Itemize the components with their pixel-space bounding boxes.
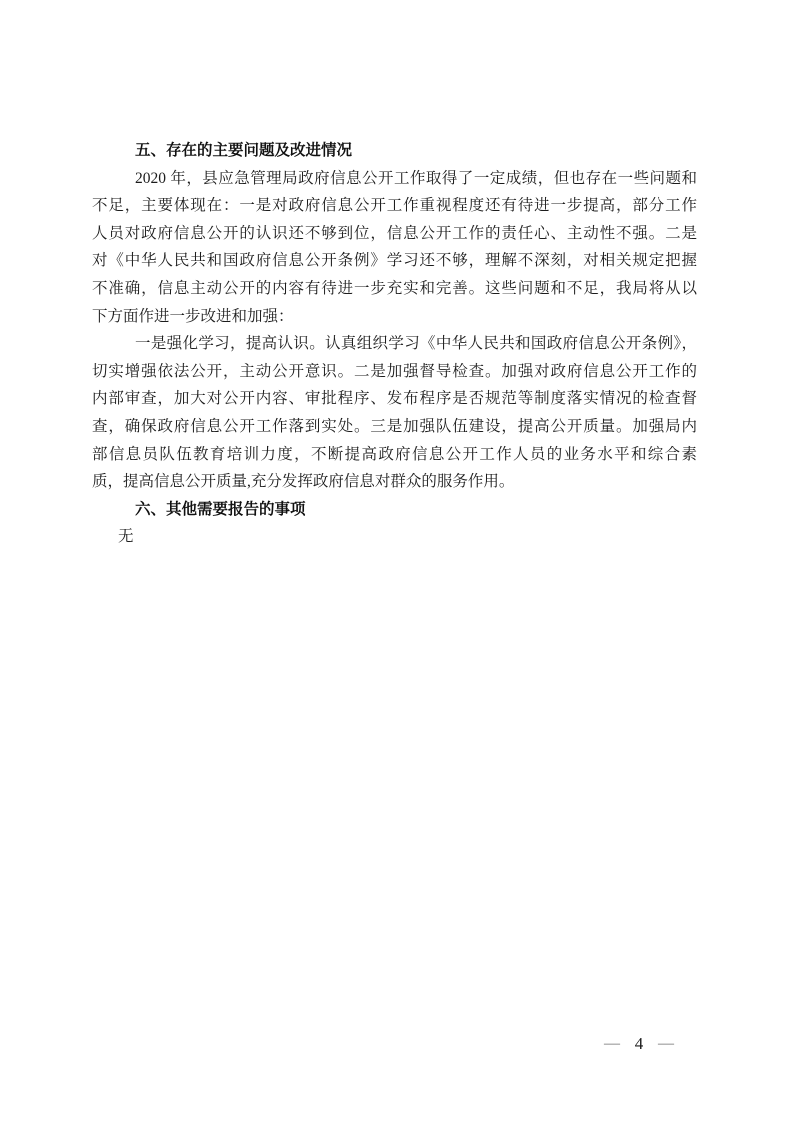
footer-left-dash: — bbox=[604, 1035, 620, 1052]
document-line: 2020 年，县应急管理局政府信息公开工作取得了一定成绩，但也存在一些问题和 bbox=[135, 169, 697, 187]
document-line: 人员对政府信息公开的认识还不够到位，信息公开工作的责任心、主动性不强。二是 bbox=[92, 224, 697, 242]
section-heading: 五、存在的主要问题及改进情况 bbox=[135, 142, 353, 159]
document-line: 切实增强依法公开，主动公开意识。二是加强督导检查。加强对政府信息公开工作的 bbox=[92, 362, 697, 380]
footer-right-dash: — bbox=[658, 1035, 674, 1052]
document-line: 无 bbox=[118, 528, 134, 546]
document-line: 不准确，信息主动公开的内容有待进一步充实和完善。这些问题和不足，我局将从以 bbox=[92, 279, 697, 297]
document-line: 查，确保政府信息公开工作落到实处。三是加强队伍建设，提高公开质量。加强局内 bbox=[92, 417, 697, 435]
document-line: 质，提高信息公开质量,充分发挥政府信息对群众的服务作用。 bbox=[92, 473, 515, 491]
document-line: 对《中华人民共和国政府信息公开条例》学习还不够，理解不深刻，对相关规定把握 bbox=[92, 252, 697, 270]
document-line: 内部审查，加大对公开内容、审批程序、发布程序是否规范等制度落实情况的检查督 bbox=[92, 390, 697, 408]
document-body bbox=[92, 137, 697, 551]
document-line: 部信息员队伍教育培训力度，不断提高政府信息公开工作人员的业务水平和综合素 bbox=[92, 445, 697, 463]
document-line: 下方面作进一步改进和加强： bbox=[92, 307, 294, 325]
page-footer bbox=[604, 1034, 674, 1054]
document-line: 一是强化学习，提高认识。认真组织学习《中华人民共和国政府信息公开条例》， bbox=[135, 335, 697, 353]
section-heading: 六、其他需要报告的事项 bbox=[135, 500, 306, 518]
page-number: 4 bbox=[634, 1034, 644, 1053]
document-line: 不足，主要体现在：一是对政府信息公开工作重视程度还有待进一步提高，部分工作 bbox=[92, 197, 697, 215]
